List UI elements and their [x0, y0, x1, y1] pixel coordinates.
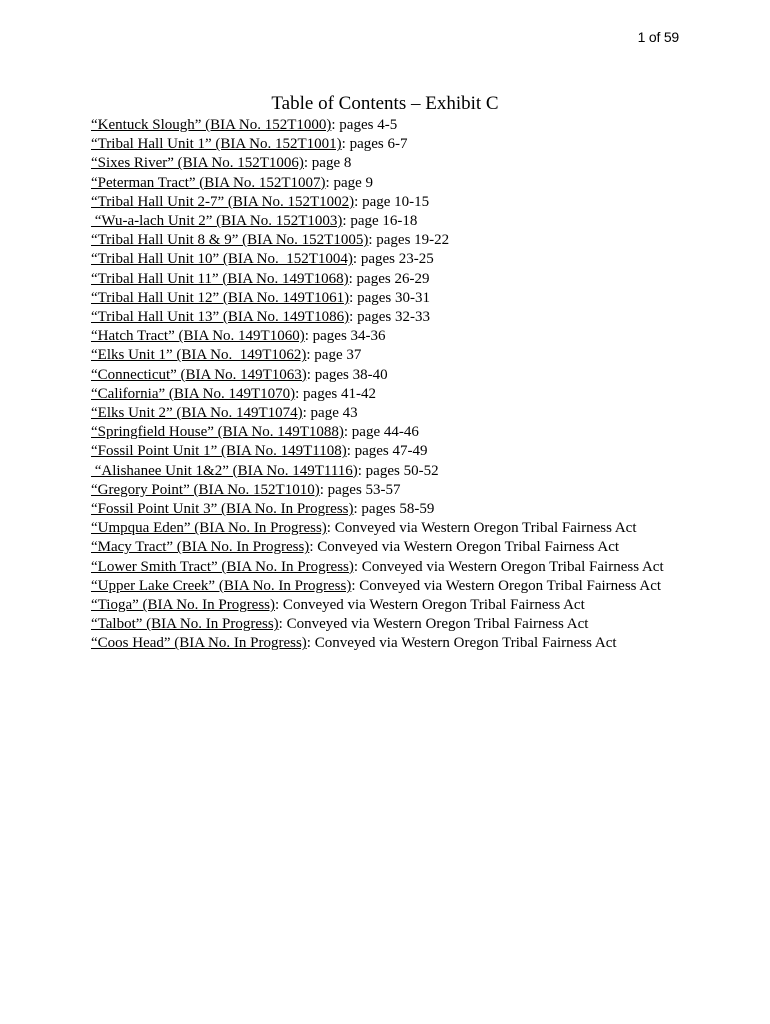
toc-entry [91, 615, 731, 634]
toc-entry-pages: : page 9 [325, 174, 374, 191]
toc-entry [91, 250, 731, 269]
toc-entry-link[interactable]: “Fossil Point Unit 3” (BIA No. In Progress) [91, 501, 354, 518]
toc-entry [91, 366, 731, 385]
document-title: Table of Contents – Exhibit C [271, 93, 499, 114]
toc-entry-pages: : page 10-15 [354, 193, 430, 210]
toc-entry-pages: : pages 53-57 [319, 481, 401, 498]
toc-entry-link[interactable]: “Upper Lake Creek” (BIA No. In Progress) [91, 577, 352, 594]
toc-entry-link[interactable]: “Tribal Hall Unit 12” (BIA No. 149T1061) [91, 289, 350, 306]
toc-entry [91, 135, 731, 154]
toc-entry-link[interactable]: “Peterman Tract” (BIA No. 152T1007) [91, 174, 326, 191]
toc-entry-pages: : pages 41-42 [295, 385, 376, 402]
toc-entry [91, 423, 731, 442]
toc-entry-link[interactable]: “Umpqua Eden” (BIA No. In Progress) [91, 520, 327, 537]
toc-entry-pages: : pages 26-29 [348, 270, 430, 287]
toc-entry-link[interactable]: “Tribal Hall Unit 10” (BIA No. 152T1004) [91, 251, 353, 268]
toc-entry-link[interactable]: “Tribal Hall Unit 8 & 9” (BIA No. 152T1005) [91, 232, 369, 249]
toc-entry [91, 270, 731, 289]
toc-entry [91, 500, 731, 519]
toc-entry [91, 289, 731, 308]
toc-entry-link[interactable]: “Tribal Hall Unit 13” (BIA No. 149T1086) [91, 309, 350, 326]
toc-entry-pages: : page 16-18 [342, 213, 418, 230]
toc-entry-pages: : pages 23-25 [352, 251, 434, 268]
toc-entry-pages: : pages 19-22 [368, 232, 450, 249]
toc-entry-link[interactable]: “Talbot” (BIA No. In Progress) [91, 616, 279, 633]
toc-entry-pages: : Conveyed via Western Oregon Tribal Fairness Act [278, 616, 589, 633]
toc-entry-pages: : pages 34-36 [304, 328, 386, 345]
toc-entry-link[interactable]: “Elks Unit 1” (BIA No. 149T1062) [91, 347, 307, 364]
toc-entry [91, 174, 731, 193]
toc-entry [91, 634, 731, 653]
toc-entry [91, 538, 731, 557]
toc-entry [91, 404, 731, 423]
table-of-contents [91, 116, 731, 654]
toc-entry [91, 462, 731, 481]
toc-entry [91, 442, 731, 461]
toc-entry-link[interactable]: “Lower Smith Tract” (BIA No. In Progress) [91, 558, 354, 575]
toc-entry [91, 481, 731, 500]
toc-entry-link[interactable]: “Connecticut” (BIA No. 149T1063) [91, 366, 307, 383]
toc-entry-pages: : page 37 [306, 347, 362, 364]
toc-entry-link[interactable]: “Kentuck Slough” (BIA No. 152T1000) [91, 117, 332, 133]
toc-entry-link[interactable]: “Tribal Hall Unit 11” (BIA No. 149T1068) [91, 270, 349, 287]
toc-entry-pages: : pages 58-59 [353, 501, 435, 518]
toc-entry-link[interactable]: “Elks Unit 2” (BIA No. 149T1074) [91, 405, 303, 422]
toc-entry-pages: : Conveyed via Western Oregon Tribal Fairness Act [306, 635, 617, 652]
toc-entry-pages: : pages 6-7 [341, 136, 408, 153]
toc-entry-link[interactable]: “Tribal Hall Unit 1” (BIA No. 152T1001) [91, 136, 342, 153]
toc-entry-link[interactable]: “Springfield House” (BIA No. 149T1088) [91, 424, 344, 441]
toc-entry-link[interactable]: “Hatch Tract” (BIA No. 149T1060) [91, 328, 305, 345]
toc-entry [91, 596, 731, 615]
toc-entry-pages: : pages 38-40 [306, 366, 388, 383]
toc-entry [91, 154, 731, 173]
toc-entry-link[interactable]: “Macy Tract” (BIA No. In Progress) [91, 539, 310, 556]
toc-entry [91, 558, 731, 577]
toc-entry-pages: : pages 30-31 [349, 289, 430, 306]
toc-entry [91, 193, 731, 212]
toc-entry-link[interactable]: “Fossil Point Unit 1” (BIA No. 149T1108) [91, 443, 347, 460]
toc-entry-pages: : pages 47-49 [346, 443, 428, 460]
toc-entry-pages: : page 8 [303, 155, 352, 172]
toc-entry [91, 327, 731, 346]
toc-entry [91, 346, 731, 365]
toc-entry [91, 519, 731, 538]
toc-entry-pages: : Conveyed via Western Oregon Tribal Fairness Act [326, 520, 637, 537]
toc-entry [91, 308, 731, 327]
toc-entry [91, 116, 731, 135]
toc-entry-link[interactable]: “Sixes River” (BIA No. 152T1006) [91, 155, 304, 172]
toc-entry [91, 212, 731, 231]
page-number: 1 of 59 [637, 29, 679, 45]
toc-entry-pages: : Conveyed via Western Oregon Tribal Fairness Act [351, 577, 662, 594]
toc-entry-link[interactable]: “Coos Head” (BIA No. In Progress) [91, 635, 307, 652]
toc-entry-link[interactable]: “Wu-a-lach Unit 2” (BIA No. 152T1003) [91, 213, 343, 230]
toc-entry-pages: : Conveyed via Western Oregon Tribal Fairness Act [309, 539, 620, 556]
toc-entry-link[interactable]: “Tioga” (BIA No. In Progress) [91, 597, 276, 614]
toc-entry-pages: : Conveyed via Western Oregon Tribal Fairness Act [353, 558, 664, 575]
toc-entry-pages: : pages 50-52 [357, 462, 439, 479]
toc-entry-pages: : page 44-46 [343, 424, 419, 441]
toc-entry-link[interactable]: “Alishanee Unit 1&2” (BIA No. 149T1116) [91, 462, 358, 479]
toc-entry [91, 577, 731, 596]
toc-entry-link[interactable]: “Gregory Point” (BIA No. 152T1010) [91, 481, 320, 498]
toc-entry-link[interactable]: “Tribal Hall Unit 2-7” (BIA No. 152T1002) [91, 193, 355, 210]
toc-entry-pages: : pages 32-33 [349, 309, 430, 326]
toc-entry-pages: : Conveyed via Western Oregon Tribal Fairness Act [275, 597, 585, 614]
toc-entry-link[interactable]: “California” (BIA No. 149T1070) [91, 385, 296, 402]
toc-entry-pages: : page 43 [302, 405, 358, 422]
toc-entry [91, 385, 731, 404]
toc-entry-pages: : pages 4-5 [331, 117, 398, 133]
toc-entry [91, 231, 731, 250]
